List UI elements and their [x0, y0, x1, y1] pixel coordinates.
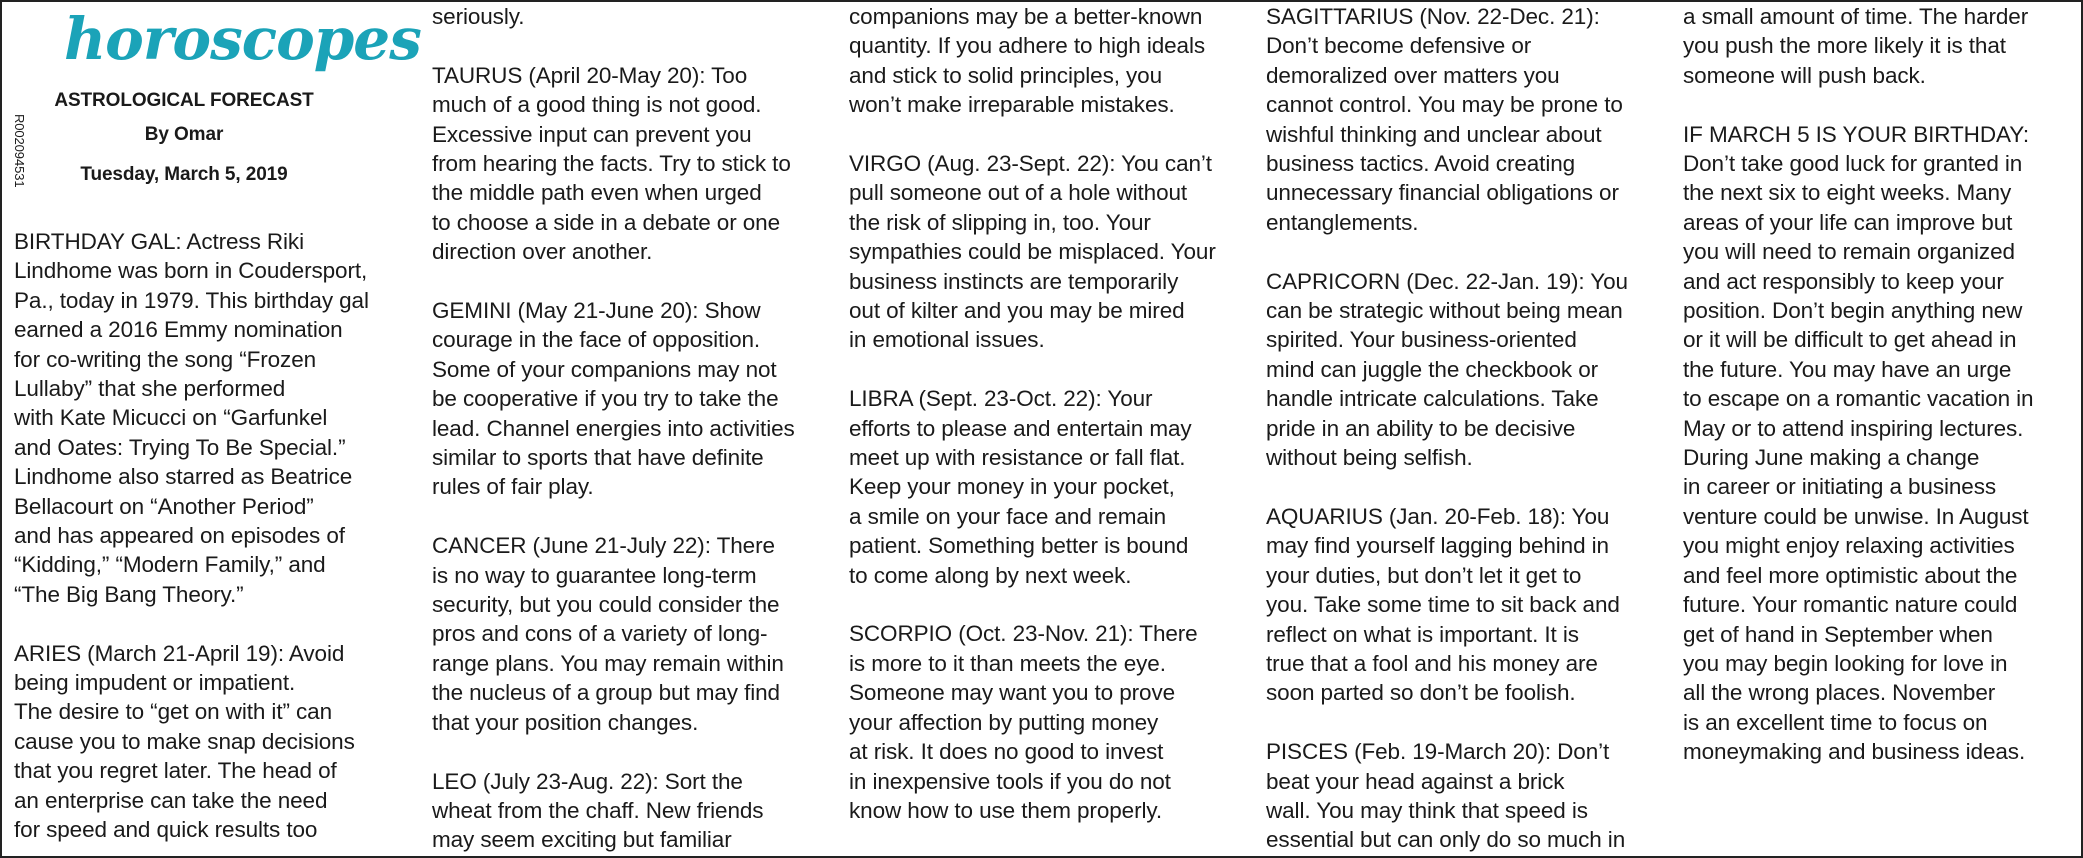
column-2	[432, 2, 830, 856]
birthday-paragraph: BIRTHDAY GAL: Actress Riki Lindhome was born in Coudersport, Pa., today in 1979. This birthday gal earned a 2016 Emmy nomination for co-writing the song “Frozen Lullaby” that she performed with Kate Micucci on “Garfunkel and Oates: Trying To Be Special.” Lindhome also starred as Beatrice Bellacourt on “Another Period” and has appeared on episodes of “Kidding,” “Modern Family,” and “The Big Bang Theory.”	[14, 229, 369, 607]
byline: By Omar	[144, 124, 224, 145]
aries-paragraph: ARIES (March 21-April 19): Avoid being impudent or impatient. The desire to “get on with it” can cause you to make snap decisions that you regret later. The head of an enterprise can take the need for speed and quick results too	[14, 640, 355, 843]
masthead	[12, 2, 421, 227]
taurus-paragraph: TAURUS (April 20-May 20): Too much of a good thing is not good. Excessive input can prevent you from hearing the facts. Try to stick to the middle path even when urged to choose a side in a debate or one direction over another.	[432, 62, 791, 265]
aries-continued-paragraph: seriously.	[432, 4, 525, 29]
virgo-paragraph: VIRGO (Aug. 23-Sept. 22): You can’t pull someone out of a hole without the risk of slipping in, too. Your sympathies could be misplaced. Your business instincts are temporarily out of kilter and you may be mired in emotional issues.	[849, 151, 1216, 353]
publish-date: Tuesday, March 5, 2019	[80, 164, 288, 185]
cancer-paragraph: CANCER (June 21-July 22): There is no way to guarantee long-term security, but you could consider the pros and cons of a variety of long- range plans. You may remain within the nucleus of a group but may find that your position changes.	[432, 533, 784, 735]
column-3	[849, 2, 1247, 856]
capricorn-paragraph: CAPRICORN (Dec. 22-Jan. 19): You can be strategic without being mean spirited. Your business-oriented mind can juggle the checkbook or handle intricate calculations. Take pride in an ability to be decisive without being selfish.	[1266, 268, 1628, 471]
libra-paragraph: LIBRA (Sept. 23-Oct. 22): Your efforts to please and entertain may meet up with resistance or fall flat. Keep your money in your pocket, a smile on your face and remain patient. Something better is bound to come along by next week.	[849, 386, 1192, 588]
sagittarius-paragraph: SAGITTARIUS (Nov. 22-Dec. 21): Don’t become defensive or demoralized over matters you cannot control. You may be prone to wishful thinking and unclear about business tactics. Avoid creating unnecessary financial obligations or entanglements.	[1266, 4, 1623, 235]
ad-code: R002094531	[12, 114, 27, 188]
column-4	[1266, 2, 1664, 856]
leo-continued-paragraph: companions may be a better-known quantity. If you adhere to high ideals and stick to solid principles, you won’t make irreparable mistakes.	[849, 4, 1206, 118]
pisces-paragraph: PISCES (Feb. 19-March 20): Don’t beat your head against a brick wall. You may think that speed is essential but can only do so much in	[1266, 739, 1626, 853]
birthday-forecast-paragraph: IF MARCH 5 IS YOUR BIRTHDAY: Don’t take good luck for granted in the next six to eight weeks. Many areas of your life can improve but you will need to remain organized and act responsibly to keep your position. Don’t begin anything new or it will be difficult to get ahead in the future. You may have an urge to escape on a romantic vacation in May or to attend inspiring lectures. During June making a change in career or initiating a business venture could be unwise. In August you might enjoy relaxing activities and feel more optimistic about the future. Your romantic nature could get of hand in September when you may begin looking for love in all the wrong places. November is an excellent time to focus on moneymaking and business ideas.	[1683, 121, 2034, 765]
forecast-heading: ASTROLOGICAL FORECAST	[54, 90, 314, 111]
column-1	[12, 2, 421, 856]
horoscopes-logo: horoscopes	[64, 5, 421, 73]
gemini-paragraph: GEMINI (May 21-June 20): Show courage in the face of opposition. Some of your companions may not be cooperative if you try to take the lead. Channel energies into activities similar to sports that have definite rules of fair play.	[432, 298, 795, 500]
column-5	[1683, 2, 2081, 856]
aquarius-paragraph: AQUARIUS (Jan. 20-Feb. 18): You may find yourself lagging behind in your duties, but don’t let it get to you. Take some time to sit back and reflect on what is important. It is true that a fool and his money are soon parted so don’t be foolish.	[1266, 503, 1620, 706]
scorpio-paragraph: SCORPIO (Oct. 23-Nov. 21): There is more to it than meets the eye. Someone may want you to prove your affection by putting money at risk. It does no good to invest in inexpensive tools if you do not know how to use them properly.	[849, 621, 1198, 823]
leo-paragraph: LEO (July 23-Aug. 22): Sort the wheat from the chaff. New friends may seem exciting but familiar	[432, 768, 764, 853]
pisces-continued-paragraph: a small amount of time. The harder you push the more likely it is that someone will push back.	[1683, 4, 2029, 88]
